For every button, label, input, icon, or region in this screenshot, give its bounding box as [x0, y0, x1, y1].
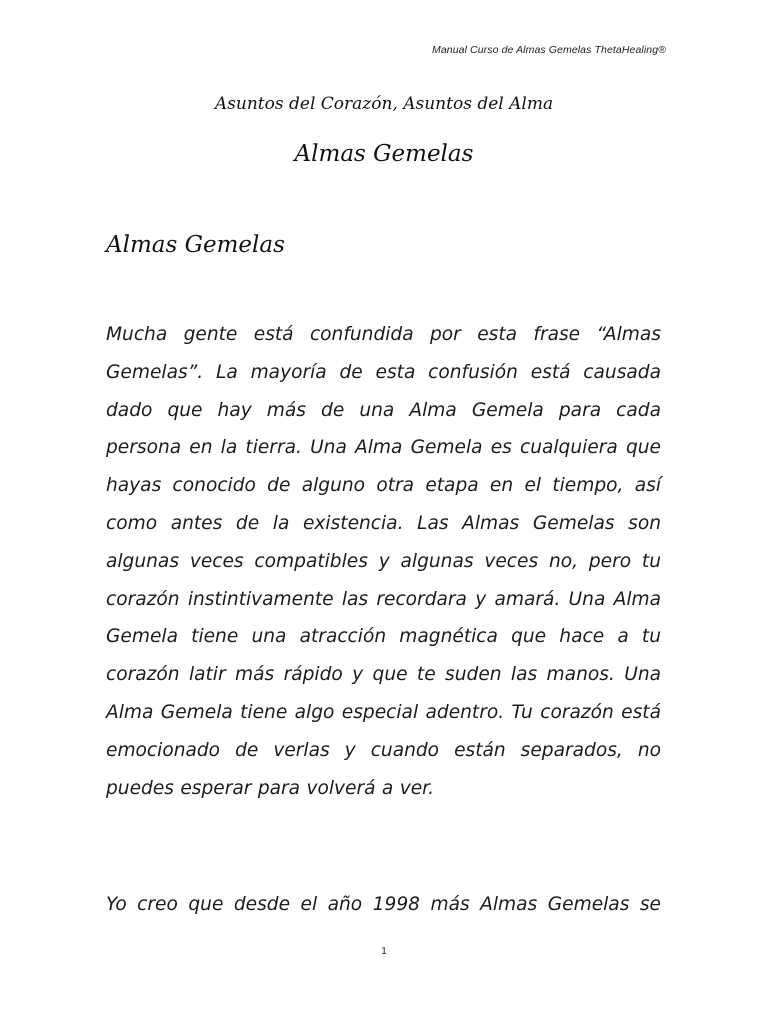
body-paragraph: Yo creo que desde el año 1998 más Almas Gemelas se	[106, 894, 661, 915]
running-header: Manual Curso de Almas Gemelas ThetaHealing®	[431, 44, 666, 56]
document-title: Almas Gemelas	[294, 141, 474, 167]
document-supertitle: Asuntos del Corazón, Asuntos del Alma	[214, 94, 554, 114]
body-paragraph: Mucha gente está confundida por esta frase “Almas Gemelas”. La mayoría de esta confusión está causada dado que hay más de una Alma Gemela para cada persona en la tierra. Una Alma Gemela es cualquiera que hayas conocido de alguno otra etapa en el tiempo, así como antes de la existencia. Las Almas Gemelas son algunas veces compatibles y algunas veces no, pero tu corazón instintivamente las recordara y amará. Una Alma Gemela tiene una atracción magnética que hace a tu corazón latir más rápido y que te suden las manos. Una Alma Gemela tiene algo especial adentro. Tu corazón está emocionado de verlas y cuando están separados, no puedes esperar para volverá a ver.	[106, 324, 661, 799]
section-heading: Almas Gemelas	[106, 232, 285, 258]
page-number: 1	[381, 946, 387, 957]
